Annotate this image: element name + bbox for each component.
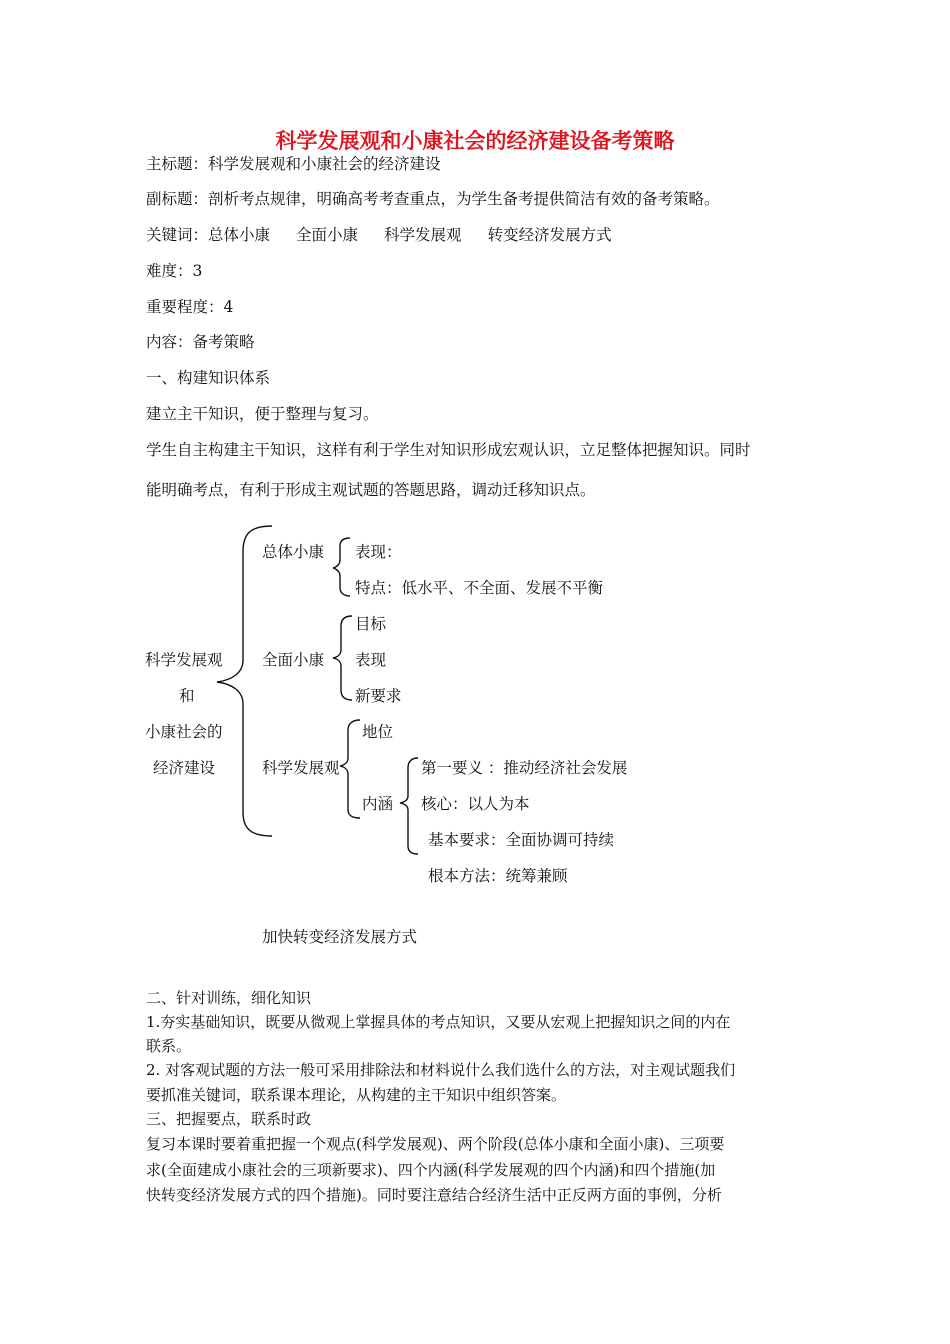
- keyword: 全面小康: [296, 226, 359, 244]
- node-kexue-neihan: 内涵: [362, 795, 394, 813]
- node-quanmian-xiaokang: 全面小康: [262, 651, 325, 669]
- keyword: 科学发展观: [384, 226, 462, 244]
- node-neihan-genben-fangfa: 根本方法：统筹兼顾: [428, 867, 568, 885]
- node-quanmian-mubiao: 目标: [355, 615, 387, 633]
- section2-item2-line2: 要抓准关键词，联系课本理论，从构建的主干知识中组织答案。: [146, 1086, 567, 1104]
- node-jiakuai-zhuanbian: 加快转变经济发展方式: [262, 928, 418, 946]
- diagram-root-line1: 科学发展观: [145, 651, 223, 669]
- node-quanmian-biaoxian: 表现: [355, 651, 387, 669]
- keywords-label: 关键词：: [146, 226, 209, 244]
- section3-line1: 复习本课时要着重把握一个观点(科学发展观)、两个阶段(总体小康和全面小康)、三项要: [146, 1135, 725, 1153]
- section2-item1-line2: 联系。: [146, 1037, 192, 1055]
- section1-para2-line1: 学生自主构建主干知识，这样有利于学生对知识形成宏观认识，立足整体把握知识。同时: [146, 441, 751, 459]
- node-neihan-jiben-yaoqiu: 基本要求：全面协调可持续: [428, 831, 615, 849]
- section3-heading: 三、把握要点，联系时政: [146, 1110, 312, 1128]
- section2-item2-line1: 2. 对客观试题的方法一般可采用排除法和材料说什么我们选什么的方法，对主观试题我们: [146, 1061, 736, 1079]
- node-zongti-biaoxian: 表现：: [355, 543, 402, 561]
- section2-item1-line1: 1.夯实基础知识，既要从微观上掌握具体的考点知识，又要从宏观上把握知识之间的内在: [146, 1013, 731, 1031]
- page-title: 科学发展观和小康社会的经济建设备考策略: [275, 129, 675, 153]
- diagram-root-line4: 经济建设: [153, 759, 216, 777]
- section1-heading: 一、构建知识体系: [146, 369, 271, 387]
- section2-heading: 二、针对训练，细化知识: [146, 989, 312, 1007]
- node-neihan-diyi-yaoyi: 第一要义 ：推动经济社会发展: [421, 759, 628, 777]
- node-kexue-fazhanguan: 科学发展观: [262, 759, 340, 777]
- section3-line2: 求(全面建成小康社会的三项新要求)、四个内涵(科学发展观的四个内涵)和四个措施(加: [146, 1161, 716, 1179]
- node-zongti-xiaokang: 总体小康: [262, 543, 325, 561]
- node-neihan-hexin: 核心：以人为本: [421, 795, 530, 813]
- node-kexue-diwei: 地位: [362, 723, 394, 741]
- section1-para2-line2: 能明确考点，有利于形成主观试题的答题思路，调动迁移知识点。: [146, 481, 596, 499]
- node-quanmian-xinyaoqiu: 新要求: [355, 687, 402, 705]
- node-zongti-tedian: 特点：低水平、不全面、发展不平衡: [355, 579, 604, 597]
- content-line: 内容：备考策略: [146, 333, 255, 351]
- section1-para1: 建立主干知识，便于整理与复习。: [146, 405, 379, 423]
- main-title-line: 主标题：科学发展观和小康社会的经济建设: [146, 155, 441, 173]
- diagram-root-line2: 和: [179, 687, 195, 705]
- section3-line3: 快转变经济发展方式的四个措施)。同时要注意结合经济生活中正反两方面的事例，分析: [146, 1186, 722, 1204]
- keyword: 总体小康: [208, 226, 271, 244]
- subtitle-line: 副标题：剖析考点规律，明确高考考查重点，为学生备考提供简洁有效的备考策略。: [146, 190, 720, 208]
- diagram-root-line3: 小康社会的: [145, 723, 223, 741]
- importance-line: 重要程度：4: [146, 298, 234, 316]
- keyword: 转变经济发展方式: [487, 226, 612, 244]
- difficulty-line: 难度：3: [146, 262, 203, 280]
